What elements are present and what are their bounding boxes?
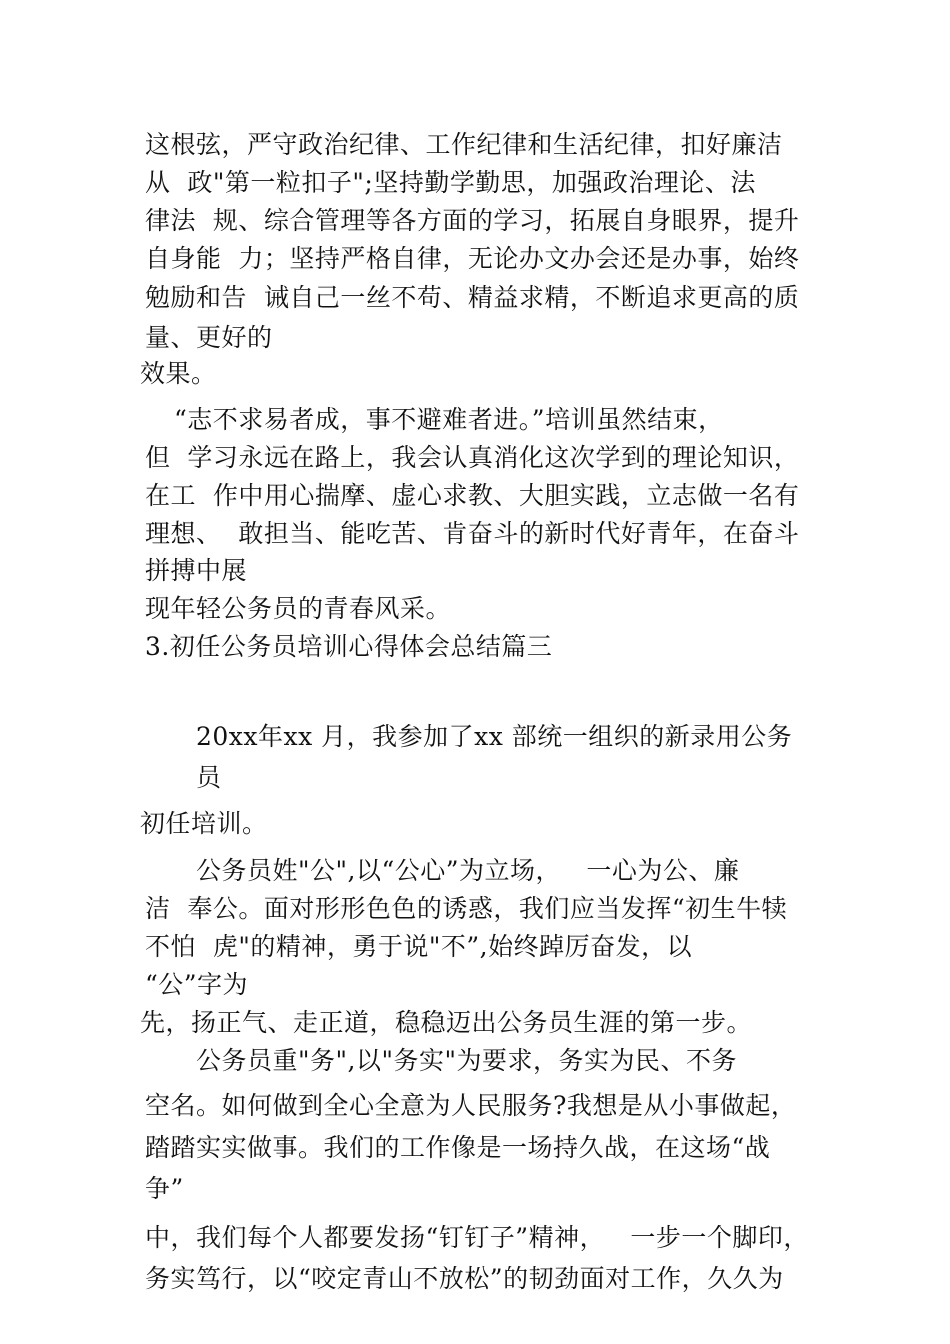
paragraph-first-line: 公务员姓"公",以“公心”为立场， 一心为公、廉 (196, 856, 740, 885)
text-line: 在工 作中用心揣摩、虚心求教、大胆实践，立志做一名有 (145, 481, 800, 510)
text-line: “公”字为 (145, 970, 249, 999)
text-line: 争” (145, 1174, 184, 1203)
text-line: 律法 规、综合管理等各方面的学习，拓展自身眼界，提升 (145, 206, 800, 235)
text-line: 踏踏实实做事。我们的工作像是一场持久战，在这场“战 (145, 1133, 771, 1162)
text-line: 中，我们每个人都要发扬“钉钉子”精神， 一步一个脚印， (145, 1223, 809, 1252)
text-line: 从 政"第一粒扣子";坚持勤学勤思，加强政治理论、法 (145, 168, 756, 197)
text-line: 现年轻公务员的青春风采。 (145, 594, 452, 623)
text-line: 自身能 力；坚持严格自律，无论办文办会还是办事，始终 (145, 244, 800, 273)
text-line: 但 学习永远在路上，我会认真消化这次学到的理论知识， (145, 443, 800, 472)
text-line: 务实笃行，以“咬定青山不放松”的韧劲面对工作，久久为 (145, 1264, 784, 1293)
paragraph-first-line: 20xx年xx 月，我参加了xx 部统一组织的新录用公务 (196, 722, 793, 751)
text-line: 洁 奉公。面对形形色色的诱惑，我们应当发挥“初生牛犊 (145, 894, 788, 923)
text-line: 先，扬正气、走正道，稳稳迈出公务员生涯的第一步。 (140, 1008, 753, 1037)
text-line: 勉励和告 诫自己一丝不苟、精益求精，不断追求更高的质 (145, 283, 800, 312)
paragraph-first-line: “志不求易者成，事不避难者进。”培训虽然结束， (174, 405, 724, 434)
text-line: 拼搏中展 (145, 556, 248, 585)
text-line: 初任培训。 (140, 809, 268, 838)
text-line: 这根弦，严守政治纪律、工作纪律和生活纪律，扣好廉洁 (145, 130, 783, 159)
paragraph-first-line: 公务员重"务",以"务实"为要求，务实为民、不务 (196, 1046, 737, 1075)
text-line: 量、更好的 (145, 323, 273, 352)
text-line: 空名。如何做到全心全意为人民服务?我想是从小事做起， (145, 1091, 797, 1120)
text-line: 效果。 (140, 359, 217, 388)
text-line: 员 (196, 763, 222, 792)
text-line: 理想、 敢担当、能吃苦、肯奋斗的新时代好青年，在奋斗 (145, 519, 800, 548)
text-line: 不怕 虎"的精神，勇于说"不”,始终踔厉奋发，以 (145, 932, 693, 961)
section-heading: 3.初任公务员培训心得体会总结篇三 (145, 632, 553, 661)
